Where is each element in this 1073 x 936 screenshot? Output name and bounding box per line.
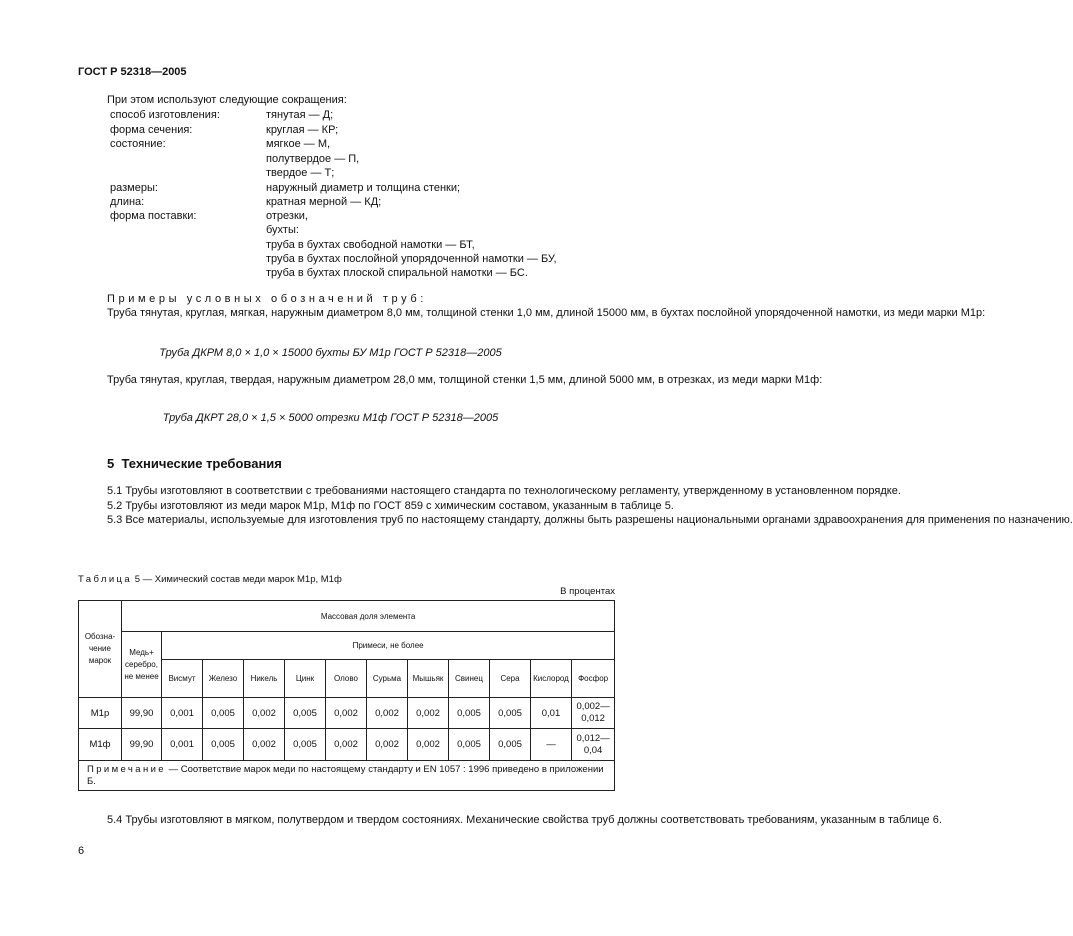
abbr-value: полутвердое — П, — [266, 153, 360, 165]
abbr-value: отрезки, — [266, 210, 308, 222]
value-cell: 0,005 — [203, 698, 244, 729]
abbr-label-state: состояние: — [110, 138, 166, 150]
example1-paragraph: Труба тянутая, круглая, мягкая, наружным диаметром 8,0 мм, толщиной стенки 1,0 мм, длиной 15000 мм, в бухтах послойной упорядоченной намотки, из меди марки М1р: — [107, 307, 986, 319]
abbr-label-sizes: размеры: — [110, 182, 158, 194]
example2-paragraph: Труба тянутая, круглая, твердая, наружным диаметром 28,0 мм, толщиной стенки 1,5 мм, длиной 5000 мм, в отрезках, из меди марки М1ф: — [107, 374, 823, 386]
paragraph-5-4: 5.4 Трубы изготовляют в мягком, полутвердом и твердом состояниях. Механические свойства труб должны соответствовать требованиям, указанным в таблице 6. — [107, 814, 942, 826]
table-note — [79, 761, 615, 791]
value-cell: 0,005 — [203, 729, 244, 761]
page-number: 6 — [78, 845, 85, 857]
abbr-value: труба в бухтах свободной намотки — БТ, — [266, 239, 475, 251]
abbr-value: круглая — КР; — [266, 124, 339, 136]
grade-cell: М1р — [79, 698, 122, 729]
value-cell: 0,012—0,04 — [572, 729, 615, 761]
example1-text — [78, 306, 986, 321]
table-row — [79, 698, 615, 729]
value-cell: 0,002 — [244, 729, 285, 761]
abbr-value: тянутая — Д; — [266, 109, 334, 121]
copper-cell: 99,90 — [122, 729, 162, 761]
element-header: Никель — [244, 660, 285, 698]
value-cell: 0,002 — [367, 729, 408, 761]
table-row — [79, 729, 615, 761]
paragraph-5-2: 5.2 Трубы изготовляют из меди марок М1р, М1ф по ГОСТ 859 с химическим составом, указанным в таблице 5. — [107, 499, 674, 512]
value-cell: 0,002 — [367, 698, 408, 729]
table-unit: В процентах — [560, 586, 615, 597]
value-cell: 0,005 — [490, 698, 531, 729]
value-cell: 0,002 — [326, 698, 367, 729]
abbr-value: бухты: — [266, 224, 299, 236]
value-cell: 0,001 — [162, 729, 203, 761]
paragraph-5-4-block — [78, 813, 942, 828]
abbr-value: наружный диаметр и толщина стенки; — [266, 182, 461, 194]
element-header: Фосфор — [572, 660, 615, 698]
value-cell: 0,002 — [326, 729, 367, 761]
element-header: Цинк — [285, 660, 326, 698]
table-caption-rest: 5 — Химический состав меди марок М1р, М1ф — [132, 574, 342, 585]
abbr-label-section: форма сечения: — [110, 124, 193, 136]
element-header: Железо — [203, 660, 244, 698]
header-impurities: Примеси, не более — [162, 632, 615, 660]
abbr-value: твердое — Т; — [266, 167, 335, 179]
value-cell: 0,005 — [449, 698, 490, 729]
element-header: Свинец — [449, 660, 490, 698]
section-title-text: Технические требования — [121, 456, 282, 471]
element-header: Висмут — [162, 660, 203, 698]
chemical-composition-table — [78, 600, 615, 791]
value-cell: 0,001 — [162, 698, 203, 729]
abbr-label-method: способ изготовления: — [110, 109, 220, 121]
abbr-value: труба в бухтах плоской спиральной намотки — БС. — [266, 267, 528, 279]
note-text: — Соответствие марок меди по настоящему стандарту и EN 1057 : 1996 приведено в приложении Б. — [87, 763, 604, 787]
value-cell: 0,005 — [285, 698, 326, 729]
example2-text — [78, 373, 823, 388]
element-header: Сурьма — [367, 660, 408, 698]
header-mass-fraction: Массовая доля элемента — [122, 601, 615, 632]
value-cell: 0,01 — [531, 698, 572, 729]
abbr-label-delivery: форма поставки: — [110, 210, 197, 222]
grade-cell: М1ф — [79, 729, 122, 761]
value-cell: 0,005 — [490, 729, 531, 761]
section5-paragraphs — [78, 484, 1073, 528]
paragraph-5-3: 5.3 Все материалы, используемые для изготовления труб по настоящему стандарту, должны быть разрешены национальными органами здравоохранения для применения по назначению. — [107, 514, 1073, 527]
element-header: Кислород — [531, 660, 572, 698]
examples-heading: Примеры условных обозначений труб: — [107, 293, 427, 305]
element-header: Олово — [326, 660, 367, 698]
value-cell: 0,005 — [449, 729, 490, 761]
value-cell: 0,002 — [408, 729, 449, 761]
element-header: Мышьяк — [408, 660, 449, 698]
abbr-value: кратная мерной — КД; — [266, 196, 382, 208]
section-title — [107, 456, 282, 471]
table-caption — [78, 574, 342, 585]
abbreviations-intro: При этом используют следующие сокращения: — [107, 94, 347, 106]
value-cell: 0,005 — [285, 729, 326, 761]
value-cell: 0,002 — [408, 698, 449, 729]
value-cell: 0,002 — [244, 698, 285, 729]
table-caption-word: Таблица — [78, 574, 133, 585]
element-header: Сера — [490, 660, 531, 698]
document-header: ГОСТ Р 52318—2005 — [78, 66, 187, 78]
value-cell: 0,002—0,012 — [572, 698, 615, 729]
example2-designation: Труба ДКРТ 28,0 × 1,5 × 5000 отрезки М1ф ГОСТ Р 52318—2005 — [162, 412, 499, 424]
paragraph-5-1: 5.1 Трубы изготовляют в соответствии с требованиями настоящего стандарта по технологическому регламенту, утвержденному в установленном порядке. — [107, 485, 901, 497]
abbr-label-length: длина: — [110, 196, 145, 208]
note-word: Примечание — [87, 763, 166, 775]
value-cell: — — [531, 729, 572, 761]
section-number: 5 — [107, 456, 115, 471]
example1-designation: Труба ДКРМ 8,0 × 1,0 × 15000 бухты БУ М1р ГОСТ Р 52318—2005 — [159, 347, 502, 359]
abbr-value: труба в бухтах послойной упорядоченной намотки — БУ, — [266, 253, 557, 265]
copper-cell: 99,90 — [122, 698, 162, 729]
header-copper: Медь+ серебро, не менее — [122, 632, 162, 698]
abbr-value: мягкое — М, — [266, 138, 331, 150]
header-grade: Обозна-чение марок — [79, 601, 122, 698]
